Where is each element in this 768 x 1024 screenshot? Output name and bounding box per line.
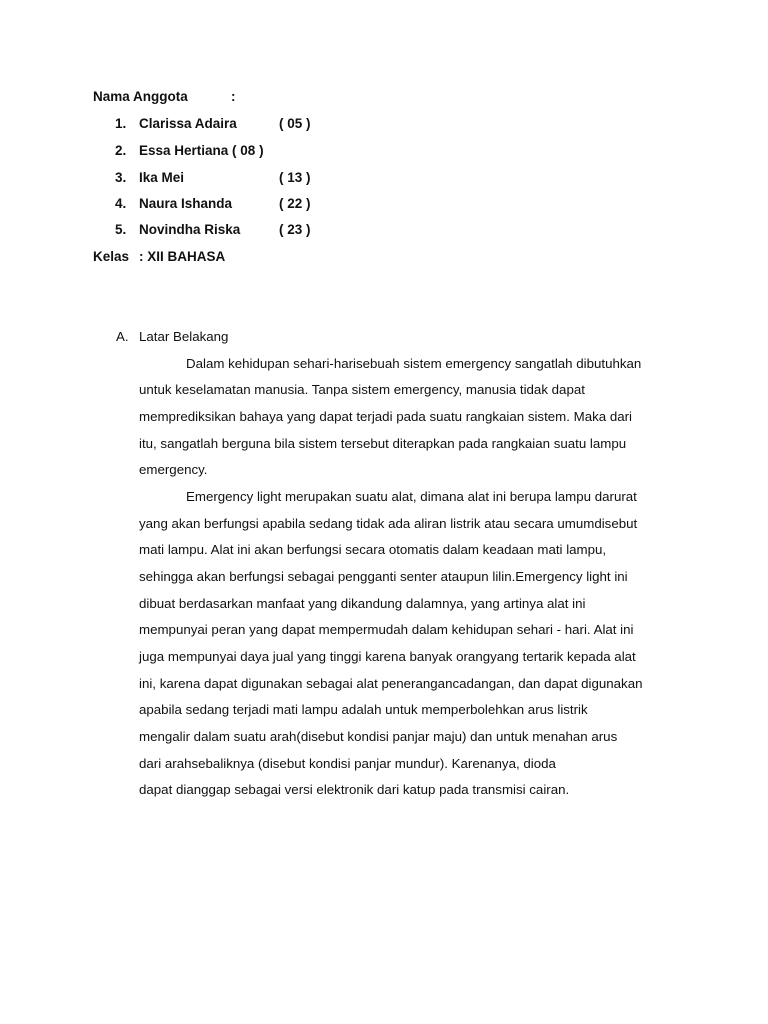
member-name: Essa Hertiana ( 08 ) bbox=[139, 143, 264, 158]
member-number: 2. bbox=[115, 143, 127, 158]
member-number: 1. bbox=[115, 116, 127, 131]
paragraph-line: Emergency light merupakan suatu alat, dimana alat ini berupa lampu darurat bbox=[186, 489, 637, 504]
paragraph-line: dapat dianggap sebagai versi elektronik dari katup pada transmisi cairan. bbox=[139, 782, 570, 797]
members-colon: : bbox=[231, 89, 236, 104]
paragraph-line: untuk keselamatan manusia. Tanpa sistem emergency, manusia tidak dapat bbox=[139, 382, 585, 397]
member-name: Naura Ishanda bbox=[139, 196, 233, 211]
section-marker: A. bbox=[116, 329, 129, 344]
paragraph-line: mempunyai peran yang dapat mempermudah dalam kehidupan sehari - hari. Alat ini bbox=[139, 622, 634, 637]
paragraph-line: Dalam kehidupan sehari-harisebuah sistem emergency sangatlah dibutuhkan bbox=[186, 356, 642, 371]
member-code: ( 05 ) bbox=[279, 116, 311, 131]
paragraph-line: yang akan berfungsi apabila sedang tidak ada aliran listrik atau secara umumdisebut bbox=[139, 516, 638, 531]
paragraph-line: apabila sedang terjadi mati lampu adalah untuk memperbolehkan arus listrik bbox=[139, 702, 588, 717]
members-label: Nama Anggota bbox=[93, 89, 188, 104]
paragraph-line: dibuat berdasarkan manfaat yang dikandung dalamnya, yang artinya alat ini bbox=[139, 596, 586, 611]
member-name: Novindha Riska bbox=[139, 222, 241, 237]
member-number: 4. bbox=[115, 196, 127, 211]
paragraph-line: emergency. bbox=[139, 462, 208, 477]
paragraph-line: sehingga akan berfungsi sebagai pengganti senter ataupun lilin.Emergency light ini bbox=[139, 569, 628, 584]
member-number: 5. bbox=[115, 222, 127, 237]
paragraph-line: ini, karena dapat digunakan sebagai alat penerangancadangan, dan dapat digunakan bbox=[139, 676, 643, 691]
section-title: Latar Belakang bbox=[139, 329, 229, 344]
paragraph-line: mengalir dalam suatu arah(disebut kondisi panjar maju) dan untuk menahan arus bbox=[139, 729, 618, 744]
paragraph-line: dari arahsebaliknya (disebut kondisi panjar mundur). Karenanya, dioda bbox=[139, 756, 556, 771]
class-value: : XII BAHASA bbox=[139, 249, 226, 264]
class-label: Kelas bbox=[93, 249, 130, 264]
paragraph-line: juga mempunyai daya jual yang tinggi karena banyak orangyang tertarik kepada alat bbox=[139, 649, 636, 664]
member-number: 3. bbox=[115, 170, 127, 185]
paragraph-line: itu, sangatlah berguna bila sistem tersebut diterapkan pada rangkaian suatu lampu bbox=[139, 436, 627, 451]
member-name: Ika Mei bbox=[139, 170, 185, 185]
member-code: ( 22 ) bbox=[279, 196, 311, 211]
member-code: ( 13 ) bbox=[279, 170, 311, 185]
member-name: Clarissa Adaira bbox=[139, 116, 237, 131]
member-code: ( 23 ) bbox=[279, 222, 311, 237]
paragraph-line: mati lampu. Alat ini akan berfungsi secara otomatis dalam keadaan mati lampu, bbox=[139, 542, 607, 557]
paragraph-line: memprediksikan bahaya yang dapat terjadi pada suatu rangkaian sistem. Maka dari bbox=[139, 409, 633, 424]
